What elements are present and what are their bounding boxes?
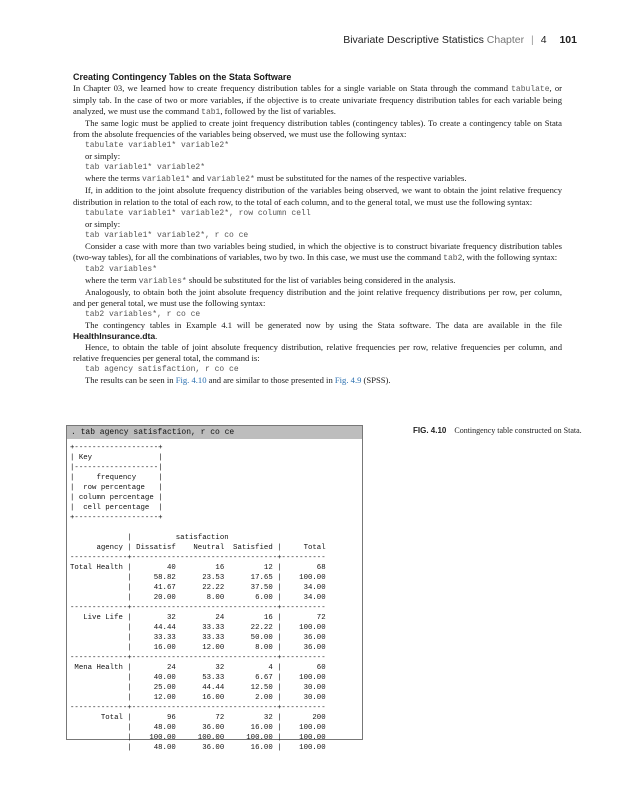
code-line-1: tabulate variable1* variable2*	[85, 141, 230, 151]
running-header	[343, 34, 577, 46]
p3-code-variable2: variable2*	[206, 175, 255, 185]
code-line-5: tab2 variables*	[85, 264, 158, 274]
section-title: Creating Contingency Tables on the Stata Software	[73, 72, 292, 82]
paragraph-6	[73, 275, 562, 287]
stata-command-bar: . tab agency satisfaction, r co ce	[67, 426, 362, 439]
chapter-label: Chapter	[486, 34, 525, 46]
paragraph-7: Analogously, to obtain both the joint absolute frequency distribution and the joint relative frequency distributions per row, per column, and per general total, we must use the following syntax:	[73, 286, 562, 308]
running-header-title: Bivariate Descriptive Statistics	[343, 34, 484, 46]
p1-text-b: , or simply tab. In the case of two or more variables, if the objective is to create univariate frequency distribution tables for each variable being analyzed, we must use the command	[73, 83, 562, 117]
p6-text-a: where the term	[85, 274, 139, 285]
code-line-7: tab agency satisfaction, r co ce	[85, 365, 239, 375]
paragraph-4: If, in addition to the joint absolute frequency distribution of the variables being observed, we want to obtain the joint relative frequency distribution in relation to the total of each row, to the total of each column, and to the general total, we must use the following syntax:	[73, 185, 562, 207]
code-line-4: tab variable1* variable2*, r co ce	[85, 230, 249, 240]
paragraph-8	[73, 320, 562, 342]
p3-text-c: must be substituted for the names of the respective variables.	[254, 173, 467, 184]
p3-text-a: where the terms	[85, 173, 143, 184]
p1-text-c: , followed by the list of variables.	[220, 106, 336, 117]
p1-code-tab1: tab1	[201, 108, 221, 118]
p10-text-c: (SPSS).	[361, 375, 391, 386]
paragraph-2: The same logic must be applied to create joint frequency distribution tables (contingency tables). To create a contingency table on Stata from the absolute frequencies of the variables being observed, we must use the following syntax:	[73, 118, 562, 140]
paragraph-3	[73, 173, 562, 185]
p10-text-b: and are similar to those presented in	[206, 375, 335, 386]
p1-text-a: In Chapter 03, we learned how to create frequency distribution tables for a single variable on Stata through the command	[73, 83, 512, 94]
code-line-3: tabulate variable1* variable2*, row column cell	[85, 208, 311, 218]
p3-code-variable1: variable1*	[142, 175, 191, 185]
or-simply-1: or simply:	[85, 151, 121, 162]
figure-caption	[413, 426, 582, 435]
paragraph-1	[73, 83, 562, 118]
p8-text-a: The contingency tables in Example 4.1 will be generated now by using the Stata software. The data are available in the file	[85, 320, 562, 331]
figure-ref-4-9-link[interactable]: Fig. 4.9	[334, 375, 362, 386]
p10-text-a: The results can be seen in	[85, 375, 176, 386]
figure-ref-4-10-link[interactable]: Fig. 4.10	[175, 375, 207, 386]
paragraph-10	[73, 375, 562, 386]
paragraph-5	[73, 241, 562, 264]
code-line-2: tab variable1* variable2*	[85, 163, 206, 173]
p3-text-b: and	[190, 173, 207, 184]
p5-code-tab2: tab2	[443, 253, 463, 263]
code-line-6: tab2 variables*, r co ce	[85, 309, 201, 319]
header-separator: |	[531, 34, 534, 46]
data-file-name: HealthInsurance.dta	[73, 331, 156, 342]
stata-contingency-table: +-------------------+ | Key | |-------------------| | frequency | | row percentage | | column percentage | | cell percentage | +-------------------+ | satisfaction agency | Dissatisf Neutral Satisfied | Total -------------+---------------------------------+---------- Total Health | 40 16 12 | 68 | 58.82 23.53 17.65 | 100.00 | 41.67 22.22 37.50 | 34.00 | 20.00 8.00 6.00 | 34.00 -------------+---------------------------------+---------- Live Life | 32 24 16 | 72 | 44.44 33.33 22.22 | 100.00 | 33.33 33.33 50.00 | 36.00 | 16.00 12.00 8.00 | 36.00 -------------+---------------------------------+---------- Mena Health | 24 32 4 | 60 | 40.00 53.33 6.67 | 100.00 | 25.00 44.44 12.50 | 30.00 | 12.00 16.00 2.00 | 30.00 -------------+---------------------------------+---------- Total | 96 72 32 | 200 | 48.00 36.00 16.00 | 100.00 | 100.00 100.00 100.00 | 100.00 | 48.00 36.00 16.00 | 100.00	[70, 444, 326, 752]
p6-code-variables: variables*	[138, 276, 187, 286]
page-number: 101	[559, 34, 577, 46]
stata-output-figure	[66, 425, 363, 752]
p8-text-b: .	[155, 331, 158, 342]
figure-caption-text: Contingency table constructed on Stata.	[454, 426, 582, 435]
figure-label: FIG. 4.10	[413, 426, 447, 435]
chapter-number: 4	[540, 34, 547, 46]
p5-text-b: , with the following syntax:	[462, 251, 558, 262]
p5-text-a: Consider a case with more than two variables being studied, in which the objective is to construct bivariate frequency distribution tables (two-way tables), for all the combinations of variables, two by two. In this case, we must use the command	[73, 240, 562, 262]
or-simply-2: or simply:	[85, 218, 121, 229]
paragraph-9: Hence, to obtain the table of joint absolute frequency distribution, relative frequencies per row, relative frequencies per column, and relative frequencies per general total, the command is:	[73, 342, 562, 364]
p1-code-tabulate: tabulate	[511, 85, 550, 95]
body-text	[73, 72, 562, 386]
p6-text-b: should be substituted for the list of variables being considered in the analysis.	[186, 274, 456, 285]
